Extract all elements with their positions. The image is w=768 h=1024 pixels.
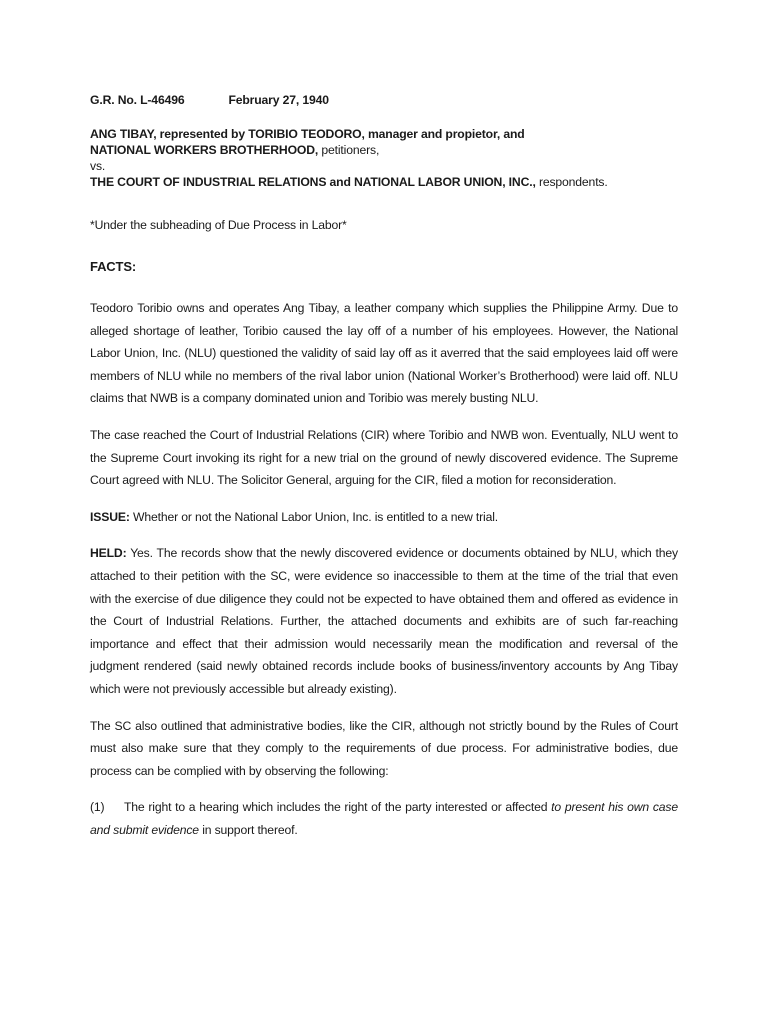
petitioner-role: petitioners, xyxy=(318,143,380,157)
issue-paragraph xyxy=(90,506,678,529)
petitioner-line-2 xyxy=(90,142,678,158)
held-text: Yes. The records show that the newly discovered evidence or documents obtained by NLU, which they attached to their petition with the SC, were evidence so inaccessible to them at the time of the trial that even with the exercise of due diligence they could not be expected to have obtained them and offered as evidence in the Court of Industrial Relations. Further, the attached documents and exhibits are of such far-reaching importance and effect that their admission would necessarily mean the modification and reversal of the judgment rendered (said newly obtained records include books of business/inventory accounts by Ang Tibay which were not previously accessible but already existing). xyxy=(90,546,678,696)
item-number: (1) xyxy=(90,800,105,815)
subheading-note: *Under the subheading of Due Process in Labor* xyxy=(90,218,347,232)
item-text-before: The right to a hearing which includes the right of the party interested or affected xyxy=(124,800,552,815)
item-text-after: in support thereof. xyxy=(198,822,298,837)
item-text-italic: to present his own case and submit evidence xyxy=(90,800,678,837)
facts-paragraph: Teodoro Toribio owns and operates Ang Tibay, a leather company which supplies the Philippine Army. Due to alleged shortage of leather, Toribio caused the lay off of a number of his employees. However, the National Labor Union, Inc. (NLU) questioned the validity of said lay off as it averred that the said employees laid off were members of NLU while no members of the rival labor union (National Worker’s Brotherhood) were laid off. NLU claims that NWB is a company dominated union and Toribio was merely busting NLU. xyxy=(90,301,678,406)
respondent-line xyxy=(90,174,678,190)
issue-label: ISSUE: xyxy=(90,509,130,524)
held-label: HELD: xyxy=(90,546,127,561)
case-number: G.R. No. L-46496 xyxy=(90,93,185,107)
respondent-name: THE COURT OF INDUSTRIAL RELATIONS and NATIONAL LABOR UNION, INC., xyxy=(90,175,536,189)
case-parties xyxy=(90,126,678,190)
case-header xyxy=(90,92,678,108)
requirement-item-1 xyxy=(90,796,678,841)
case-date: February 27, 1940 xyxy=(228,93,329,107)
facts-heading: FACTS: xyxy=(90,259,137,274)
versus: vs. xyxy=(90,159,106,173)
issue-text: Whether or not the National Labor Union, Inc. is entitled to a new trial. xyxy=(129,509,499,524)
document-page xyxy=(90,92,678,841)
petitioner-line-1: ANG TIBAY, represented by TORIBIO TEODORO, manager and propietor, and xyxy=(90,127,525,141)
case-paragraph: The case reached the Court of Industrial Relations (CIR) where Toribio and NWB won. Eventually, NLU went to the Supreme Court invoking its right for a new trial on the ground of newly discovered evidence. The Supreme Court agreed with NLU. The Solicitor General, arguing for the CIR, filed a motion for reconsideration. xyxy=(90,427,678,488)
petitioner-name: NATIONAL WORKERS BROTHERHOOD, xyxy=(90,143,319,157)
respondent-role: respondents. xyxy=(535,175,608,189)
held-paragraph xyxy=(90,542,678,700)
sc-paragraph: The SC also outlined that administrative bodies, like the CIR, although not strictly bound by the Rules of Court must also make sure that they comply to the requirements of due process. For administrative bodies, due process can be complied with by observing the following: xyxy=(90,718,678,778)
